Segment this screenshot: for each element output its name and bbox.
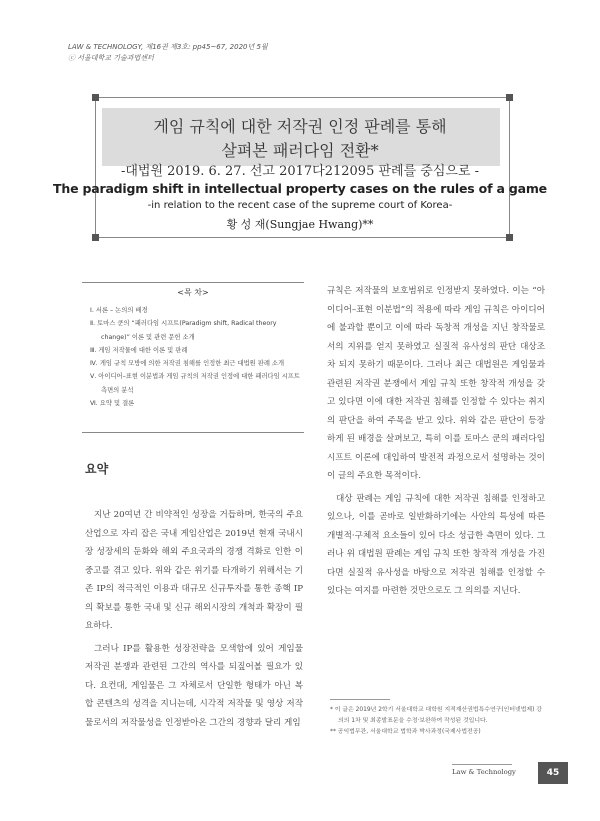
toc-item: Ⅱ. 토마스 쿤의 “패러다임 시프트(Paradigm shift, Radical theory change)” 이론 및 관련 문헌 소개: [90, 320, 277, 341]
toc-item: Ⅰ. 서론 – 논의의 배경: [90, 307, 148, 314]
footnotes: [330, 705, 545, 739]
abstract-paragraph: 대상 판례는 게임 규칙에 대한 저작권 침해를 인정하고 있으나, 이를 곧바로 일반화하기에는 사안의 특성에 따른 개별적·구체적 요소들이 있어 다소 성급한 측면이 있다. 그러나 위 대법원 판례는 게임 규칙 또한 창작적 개성을 가진다면 실질적 유사성을 바탕으로 저작권 침해를 인정할 수 있다는 여지를 마련한 것만으로도 그 의의를 지닌다.: [327, 493, 545, 596]
table-of-contents: [82, 282, 304, 433]
footnote: ** 공익법무관, 서울대학교 법학과 박사과정(국제사법전공): [330, 729, 481, 736]
title-korean-subtitle: -대법원 2019. 6. 27. 선고 2017다212095 판례를 중심으로 -: [120, 164, 480, 179]
abstract-paragraph: 규칙은 저작물의 보호범위로 인정받지 못하였다. 이는 “아이디어–표현 이분법”의 적용에 따라 게임 규칙은 아이디어에 불과할 뿐이고 이에 따라 독창적 개성을 지닌 창작물로서의 지위를 얻지 못하였고 실질적 유사성의 판단 대상조차 되지 못하기 때문이다. 그러나 최근 대법원은 게임물과 관련된 저작권 분쟁에서 게임 규칙 또한 창작적 개성을 갖고 있다면 이에 대한 저작권 침해를 인정할 수 있다는 취지의 판단을 하여 주목을 받고 있다. 위와 같은 판단이 등장하게 된 배경을 살펴보고, 특히 이를 토마스 쿤의 패러다임 시프트 이론에 대입하여 발전적 과정으로서 설명하는 것이 이 글의 주요한 목적이다.: [327, 286, 545, 481]
right-column: [327, 282, 545, 605]
title-english: The paradigm shift in intellectual property cases on the rules of a game: [53, 181, 547, 196]
toc-item: Ⅵ. 요약 및 결론: [90, 400, 135, 408]
left-column: [85, 506, 303, 736]
title-english-subtitle: -in relation to the recent case of the supreme court of Korea-: [147, 200, 453, 211]
footnote-separator: [330, 699, 390, 700]
journal-citation: LAW & TECHNOLOGY, 제16권 제3호: pp45~67, 2020년 5월: [68, 43, 268, 51]
toc-top-line: [82, 282, 304, 283]
title-korean-line2: 살펴본 패러다임 전환*: [221, 141, 379, 160]
title-korean-line1: 게임 규칙에 대한 저작권 인정 판례를 통해: [153, 117, 447, 136]
toc-bottom-line: [82, 432, 304, 433]
toc-item: Ⅲ. 게임 저작물에 대한 이론 및 판례: [90, 346, 188, 354]
running-header: [68, 42, 268, 64]
frame-bottom-line: [92, 237, 512, 238]
frame-top-line: [92, 97, 512, 98]
footnote: * 이 글은 2019년 2학기 서울대학교 대학원 지적재산권법특수연구(인터넷법제) 강의의 1차 및 최종발표문을 수정·보완하여 작성된 것입니다.: [330, 707, 542, 725]
frame-corner-tl: [92, 94, 99, 101]
frame-corner-br: [506, 234, 513, 241]
toc-item: Ⅴ. 아이디어–표현 이분법과 게임 규칙의 저작권 인정에 대한 패러다임 시프트 측면의 분석: [90, 373, 300, 394]
toc-list: [90, 304, 300, 410]
abstract-paragraph: 지난 20여년 간 비약적인 성장을 거듭하며, 한국의 주요 산업으로 자리 잡은 국내 게임산업은 2019년 현재 국내시장 성장세의 둔화와 해외 주요국과의 경쟁 격화로 인한 이중고를 겪고 있다. 위와 같은 위기를 타개하기 위해서는 기존 IP의 적극적인 이용과 대규모 신규투자를 통한 종핵 IP의 확보를 통한 국내 및 신규 해외시장의 개척과 확장이 필요하다.: [85, 510, 303, 631]
frame-corner-bl: [92, 234, 99, 241]
page-number: 45: [538, 762, 568, 784]
copyright-notice: ⓒ 서울대학교 기술과법센터: [68, 54, 154, 62]
abstract-heading: 요약: [85, 462, 109, 476]
toc-heading: <목 차>: [177, 288, 209, 297]
author-line: 황 성 재(Sungjae Hwang)**: [226, 218, 374, 231]
toc-item: Ⅳ. 게임 규칙 모방에 의한 저작권 침해를 인정한 최근 대법원 판례 소개: [90, 360, 285, 368]
abstract-paragraph: 그러나 IP를 활용한 성장전략을 모색함에 있어 게임물 저작권 분쟁과 관련된 그간의 역사를 되짚어볼 필요가 있다. 요컨대, 게임물은 그 자체로서 단일한 형태가 아닌 복합 콘텐츠의 성격을 지니는데, 시각적 저작물 및 영상 저작물로서의 저작물성을 인정받아온 그간의 경향과 달리 게임: [85, 643, 303, 728]
footer-rule: [452, 764, 512, 765]
footer-journal-name: Law & Technology: [452, 768, 516, 776]
frame-corner-tr: [506, 94, 513, 101]
